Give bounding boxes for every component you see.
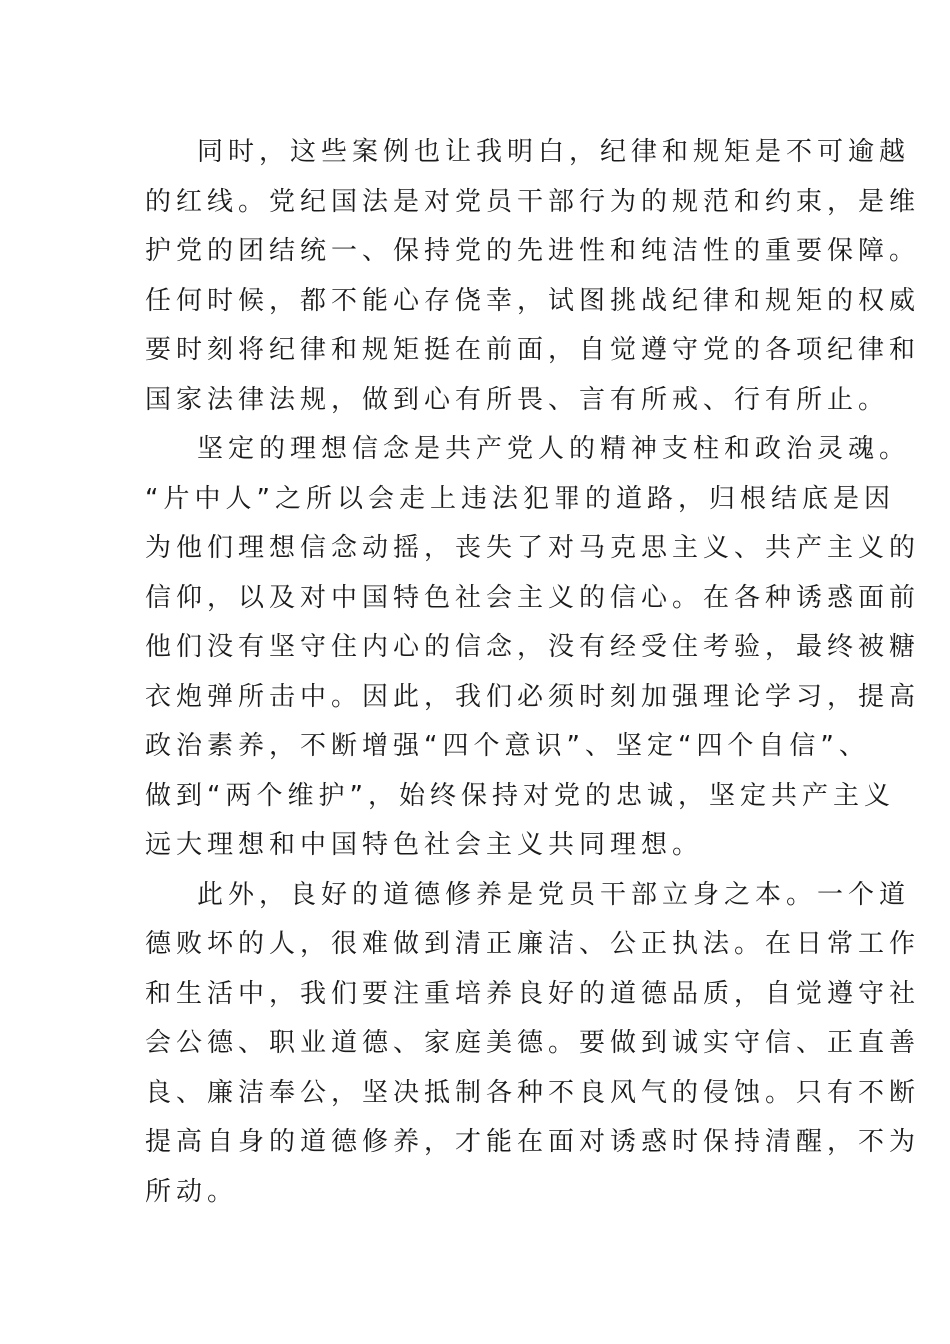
paragraph-1-line-4: 任何时候，都不能心存侥幸，试图挑战纪律和规矩的权威 bbox=[145, 285, 921, 316]
paragraph-3-line-7: 所动。 bbox=[145, 1176, 239, 1207]
document-body bbox=[145, 128, 921, 1217]
paragraph-1-line-1: 同时，这些案例也让我明白，纪律和规矩是不可逾越 bbox=[197, 137, 911, 167]
paragraph-3-line-1: 此外，良好的道德修养是党员干部立身之本。一个道 bbox=[197, 879, 911, 910]
paragraph-2-line-2: “片中人”之所以会走上违法犯罪的道路，归根结底是因 bbox=[145, 483, 895, 514]
paragraph-3-line-3: 和生活中，我们要注重培养良好的道德品质，自觉遵守社 bbox=[145, 978, 921, 1009]
paragraph-2-line-6: 衣炮弹所击中。因此，我们必须时刻加强理论学习，提高 bbox=[145, 681, 921, 712]
paragraph-3-line-6: 提高自身的道德修养，才能在面对诱惑时保持清醒，不为 bbox=[145, 1127, 921, 1157]
paragraph-2-line-4: 信仰，以及对中国特色社会主义的信心。在各种诱惑面前 bbox=[145, 582, 921, 613]
paragraph-2-line-5: 他们没有坚守住内心的信念，没有经受住考验，最终被糖 bbox=[145, 632, 921, 662]
paragraph-3-line-5: 良、廉洁奉公，坚决抵制各种不良风气的侵蚀。只有不断 bbox=[145, 1077, 921, 1108]
paragraph-1-line-5: 要时刻将纪律和规矩挺在前面，自觉遵守党的各项纪律和 bbox=[145, 335, 921, 365]
paragraph-3-line-2: 德败坏的人，很难做到清正廉洁、公正执法。在日常工作 bbox=[145, 929, 921, 959]
paragraph-2-line-9: 远大理想和中国特色社会主义共同理想。 bbox=[145, 830, 704, 860]
paragraph-1-line-3: 护党的团结统一、保持党的先进性和纯洁性的重要保障。 bbox=[145, 236, 921, 266]
paragraph-1-line-2: 的红线。党纪国法是对党员干部行为的规范和约束，是维 bbox=[145, 186, 921, 217]
paragraph-2-line-3: 为他们理想信念动摇，丧失了对马克思主义、共产主义的 bbox=[145, 533, 921, 563]
paragraph-3-line-4: 会公德、职业道德、家庭美德。要做到诚实守信、正直善 bbox=[145, 1028, 921, 1058]
paragraph-2-line-1: 坚定的理想信念是共产党人的精神支柱和政治灵魂。 bbox=[197, 434, 911, 464]
paragraph-2-line-8: 做到“两个维护”，始终保持对党的忠诚，坚定共产主义 bbox=[145, 780, 895, 811]
paragraph-2-line-7: 政治素养，不断增强“四个意识”、坚定“四个自信”、 bbox=[145, 731, 870, 761]
paragraph-1-line-6: 国家法律法规，做到心有所畏、言有所戒、行有所止。 bbox=[145, 384, 890, 415]
